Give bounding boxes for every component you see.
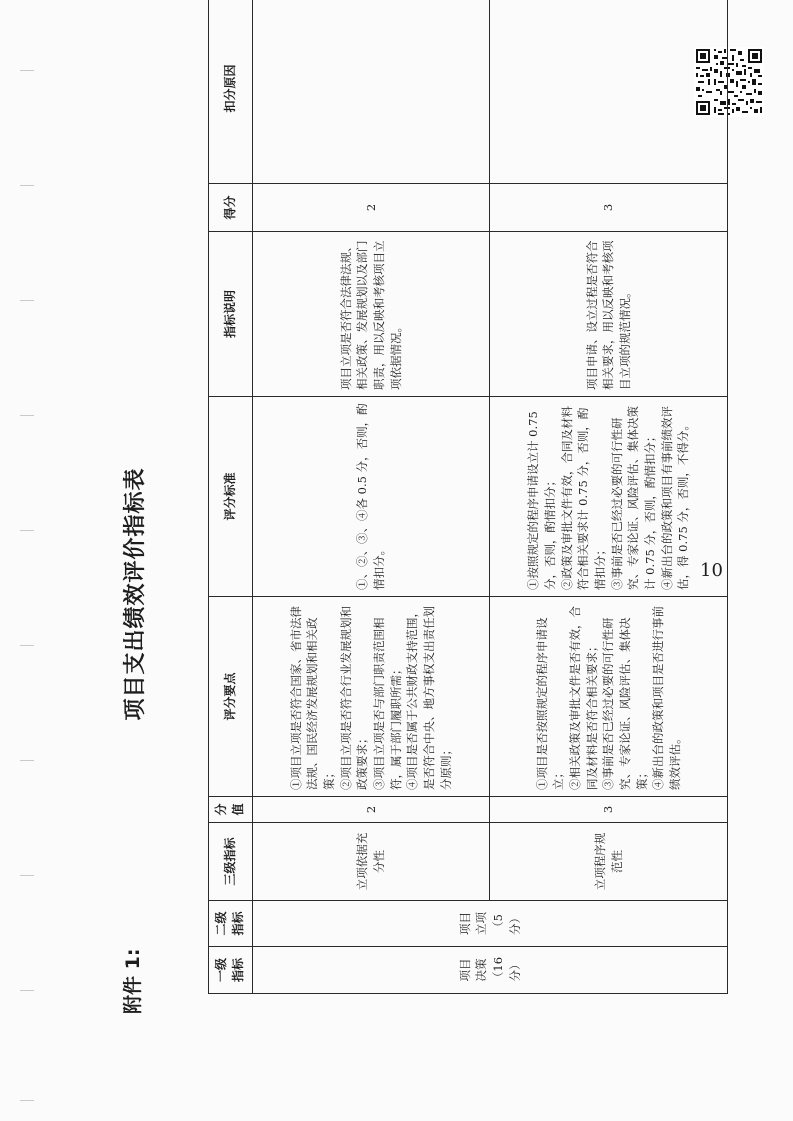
point-item: ③项目立项是否与部门职责范围相符，属于部门履职所需； [372, 617, 403, 790]
description-cell: 项目申请、设立过程是否符合相关要求，用以反映和考核项目立项的规范情况。 [490, 232, 728, 397]
level3-cell: 立项程序规范性 [490, 823, 728, 901]
level1-cell: 项目决策（16分） [252, 947, 727, 994]
criteria-item: ②政策及审批文件有效，合同及材料符合相关要求计 0.75 分，否则，酌情扣分； [559, 406, 608, 590]
header-description: 指标说明 [209, 232, 253, 397]
header-deduction-reason: 扣分原因 [209, 0, 253, 184]
binding-mark [20, 760, 34, 761]
page-title: 项目支出绩效评价指标表 [122, 467, 148, 721]
point-item: ②相关政策及审批文件是否有效，合同及材料是否符合相关要求； [568, 606, 599, 790]
point-item: ④新出台的政策和项目是否进行事前绩效评估。 [651, 606, 683, 790]
table-row [490, 0, 728, 994]
table-header-row [209, 0, 253, 994]
criteria-cell [252, 397, 490, 597]
binding-mark [20, 415, 34, 416]
rotated-page-content [118, 64, 778, 1094]
page-number: 10 [700, 560, 723, 581]
header-criteria: 评分标准 [209, 397, 253, 597]
indicator-table [208, 0, 728, 994]
points-cell [490, 597, 728, 797]
binding-mark [20, 645, 34, 646]
description-cell: 项目立项是否符合法律法规、相关政策、发展规划以及部门职责，用以反映和考核项目立项依据情况。 [252, 232, 490, 397]
level2-cell: 项目立项（5分） [252, 901, 727, 947]
deduction-reason-cell [490, 0, 728, 184]
criteria-item: ①按照规定的程序申请设立计 0.75 分，否则，酌情扣分； [526, 411, 557, 590]
point-item: ④项目是否属于公共财政支持范围，是否符合中央、地方事权支出责任划分原则； [405, 606, 453, 790]
binding-mark [20, 185, 34, 186]
header-points: 评分要点 [209, 597, 253, 797]
header-score-value: 分值 [209, 797, 253, 823]
score-value-cell: 2 [252, 797, 490, 823]
table-row [252, 0, 490, 994]
binding-mark [20, 875, 34, 876]
points-cell [252, 597, 490, 797]
score-cell: 3 [490, 184, 728, 232]
binding-mark [20, 530, 34, 531]
criteria-item: ①、②、③、④各 0.5 分，否则，酌情扣分。 [355, 403, 387, 590]
criteria-cell [490, 397, 728, 597]
level3-cell: 立项依据充分性 [252, 823, 490, 901]
binding-mark [20, 1100, 34, 1101]
header-level2: 二级指标 [209, 901, 253, 947]
criteria-item: ④新出台的政策和项目有事前绩效评估，得 0.75 分，否则，不得分。 [659, 406, 691, 590]
binding-mark [20, 300, 34, 301]
binding-mark [20, 990, 34, 991]
point-item: ①项目是否按照规定的程序申请设立； [534, 617, 566, 790]
deduction-reason-cell [252, 0, 490, 184]
header-level3: 三级指标 [209, 823, 253, 901]
binding-mark [20, 70, 34, 71]
header-level1: 一级指标 [209, 947, 253, 994]
score-cell: 2 [252, 184, 490, 232]
point-item: ②项目立项是否符合行业发展规划和政策要求； [338, 606, 370, 790]
point-item: ③事前是否已经过必要的可行性研究、专家论证、风险评估、集体决策； [601, 617, 649, 790]
header-score: 得分 [209, 184, 253, 232]
annex-label: 附件 1: [122, 948, 144, 1014]
score-value-cell: 3 [490, 797, 728, 823]
criteria-item: ③事前是否已经过必要的可行性研究、专家论证、风险评估、集体决策计 0.75 分，否则，酌情扣分； [609, 406, 658, 590]
point-item: ①项目立项是否符合国家、省市法律法规、国民经济发展规划和相关政策； [288, 606, 337, 790]
